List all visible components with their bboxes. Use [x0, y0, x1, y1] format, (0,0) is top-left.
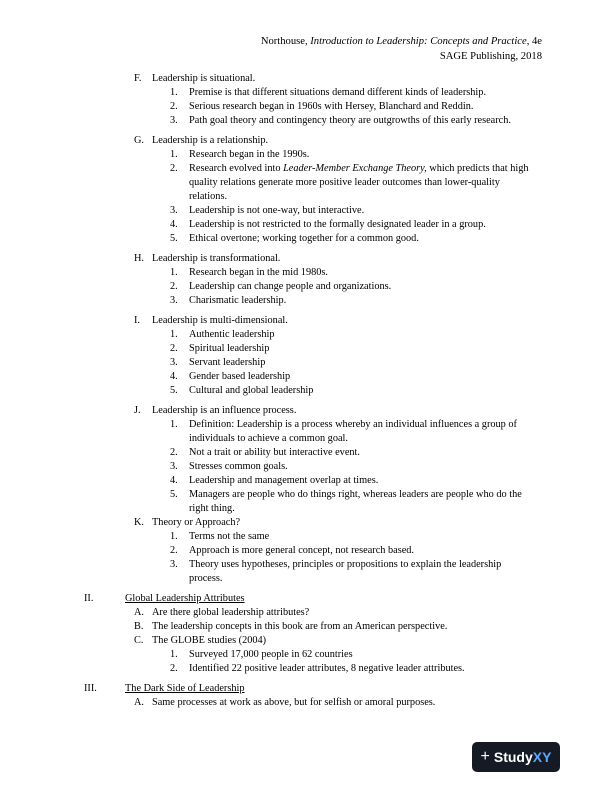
- list-item: 5. Ethical overtone; working together for a common good.: [170, 233, 419, 244]
- list-item: 1. Surveyed 17,000 people in 62 countries: [170, 649, 353, 660]
- list-item: 2. Serious research began in 1960s with Hersey, Blanchard and Reddin.: [170, 101, 474, 112]
- section-i: [0, 314, 612, 398]
- section-heading: Leadership is situational.: [152, 73, 256, 84]
- section-g: [0, 134, 612, 246]
- list-item: 1. Terms not the same: [170, 531, 270, 542]
- outline-body: [0, 72, 612, 710]
- list-item: 2. Identified 22 positive leader attributes, 8 negative leader attributes.: [170, 663, 465, 674]
- list-item: 2. Not a trait or ability but interactive event.: [170, 447, 360, 458]
- plus-icon: +: [480, 748, 490, 765]
- section-iii: [0, 682, 612, 696]
- section-iii-a: A. Same processes at work as above, but for selfish or amoral purposes.: [134, 697, 436, 708]
- section-j: [0, 404, 612, 516]
- list-item: 2. Approach is more general concept, not research based.: [170, 545, 415, 556]
- list-item: 3. Leadership is not one-way, but interactive.: [170, 205, 365, 216]
- section-marker: F.: [134, 73, 142, 84]
- list-item: 4. Leadership and management overlap at times.: [170, 475, 379, 486]
- list-item: 3. Path goal theory and contingency theory are outgrowths of this early research.: [170, 115, 511, 126]
- logo-text: StudyXY: [493, 749, 552, 765]
- section-ii-c: C. The GLOBE studies (2004) 1. Surveyed 17,000 people in 62 countries 2. Identified 22 positive leader attributes, 8 negative leader attributes.: [0, 634, 612, 676]
- section-ii-b: B. The leadership concepts in this book are from an American perspective.: [134, 621, 448, 632]
- list-item: 5. Managers are people who do things right, whereas leaders are people who do the right thing.: [170, 489, 522, 514]
- section-marker: G.: [134, 135, 145, 146]
- section-heading: Leadership is an influence process.: [152, 405, 297, 416]
- list-item: 1. Research began in the mid 1980s.: [170, 267, 328, 278]
- list-item: 1. Premise is that different situations demand different kinds of leadership.: [170, 87, 487, 98]
- roman-heading: Global Leadership Attributes: [125, 593, 245, 604]
- list-item: 3. Charismatic leadership.: [170, 295, 287, 306]
- list-item: 3. Servant leadership: [170, 357, 266, 368]
- roman-marker: II.: [84, 593, 94, 604]
- section-heading: Leadership is multi-dimensional.: [152, 315, 288, 326]
- list-item: 2. Spiritual leadership: [170, 343, 270, 354]
- section-marker: H.: [134, 253, 145, 264]
- section-heading: Theory or Approach?: [152, 517, 241, 528]
- header-citation: Northouse, Introduction to Leadership: Concepts and Practice, 4e: [260, 36, 542, 47]
- section-f: [0, 72, 612, 128]
- list-item: 4. Gender based leadership: [170, 371, 291, 382]
- header-publisher: SAGE Publishing, 2018: [439, 51, 542, 62]
- list-item: 1. Authentic leadership: [170, 329, 275, 340]
- roman-marker: III.: [84, 683, 97, 694]
- list-item: 1. Research began in the 1990s.: [170, 149, 310, 160]
- section-marker: K.: [134, 517, 145, 528]
- section-ii: [0, 592, 612, 606]
- studyxy-logo[interactable]: [472, 742, 560, 772]
- section-marker: I.: [134, 315, 141, 326]
- section-marker: J.: [134, 405, 141, 416]
- list-item: 3. Stresses common goals.: [170, 461, 288, 472]
- list-item: 1. Definition: Leadership is a process whereby an individual influences a group of individuals to achieve a common goal.: [170, 419, 517, 444]
- list-item: 5. Cultural and global leadership: [170, 385, 314, 396]
- list-item: 3. Theory uses hypotheses, principles or propositions to explain the leadership process.: [170, 559, 502, 584]
- section-heading: Leadership is a relationship.: [152, 135, 269, 146]
- list-item: 4. Leadership is not restricted to the formally designated leader in a group.: [170, 219, 486, 230]
- list-item: 2. Leadership can change people and organizations.: [170, 281, 392, 292]
- section-ii-a: A. Are there global leadership attributes?: [134, 607, 310, 618]
- page-header: [261, 34, 542, 64]
- list-item: 2. Research evolved into Leader-Member Exchange Theory, which predicts that high quality relations generate more positive leader outcomes than lower-quality relations.: [170, 163, 529, 202]
- section-h: [0, 252, 612, 308]
- section-k: [0, 516, 612, 586]
- section-heading: Leadership is transformational.: [152, 253, 281, 264]
- roman-heading: The Dark Side of Leadership: [125, 683, 245, 694]
